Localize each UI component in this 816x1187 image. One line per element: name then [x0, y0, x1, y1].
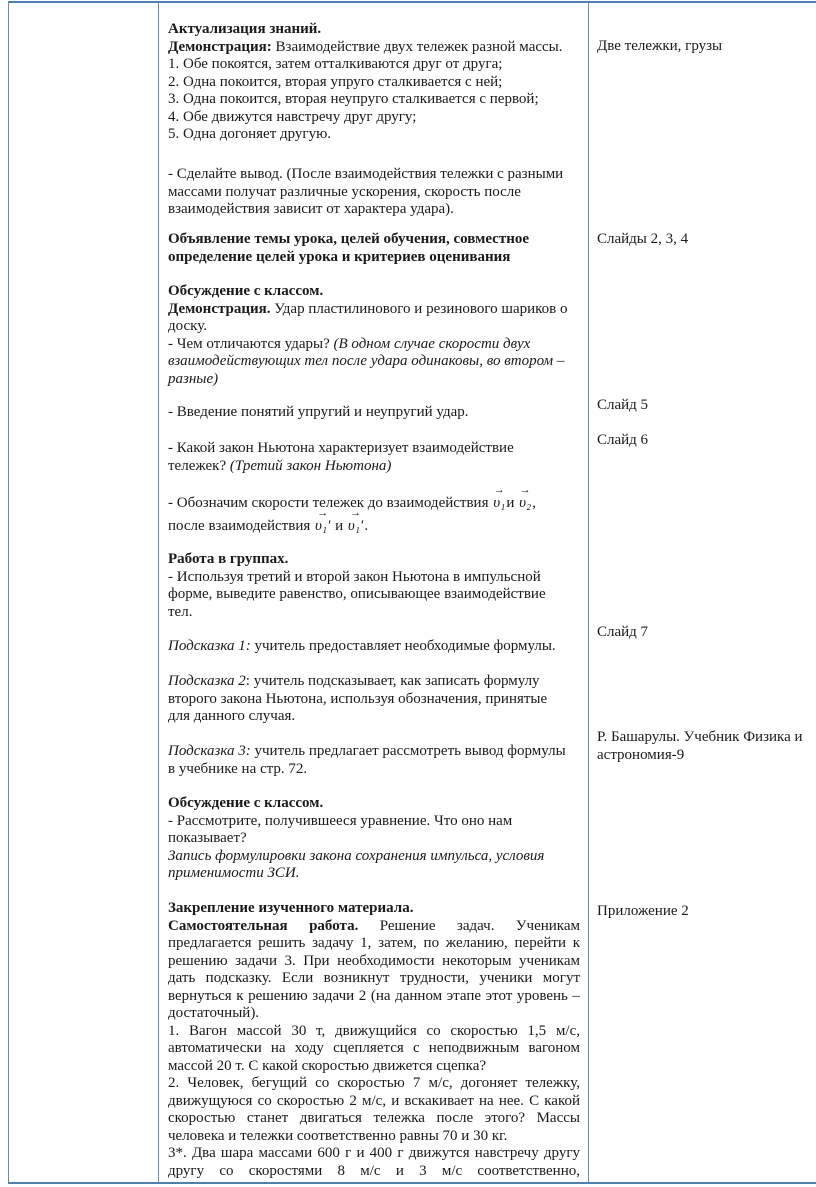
- stage-column: [9, 3, 157, 1182]
- text-line: [168, 900, 580, 918]
- text: - Рассмотрите, получившееся уравнение. Что оно нам: [168, 812, 513, 829]
- text-line: [168, 166, 580, 184]
- text-line: [168, 231, 580, 249]
- text: - Какой закон Ньютона характеризует взаимодействие: [168, 440, 514, 456]
- text-line: [168, 1128, 580, 1146]
- text-line: [168, 513, 580, 536]
- text-line: [168, 39, 580, 57]
- text: учитель предлагает рассмотреть вывод формулы: [250, 743, 566, 759]
- text: человека и тележки соответственно равны 70 и 30 кг.: [168, 1127, 508, 1144]
- resource-line: Слайд 6: [597, 432, 649, 448]
- bold-text: Обсуждение с классом.: [168, 795, 324, 811]
- bold-text: Демонстрация.: [168, 300, 275, 317]
- column-divider-2: [588, 2, 589, 1183]
- text-line: [168, 353, 580, 371]
- text-block: [168, 231, 580, 266]
- text-line: [168, 569, 580, 587]
- text: доску.: [168, 318, 207, 334]
- text-line: [168, 970, 580, 988]
- resource-line: Две тележки, грузы: [597, 38, 723, 54]
- resource-item: [597, 397, 816, 415]
- text-line: [168, 1163, 580, 1181]
- italic-text: разные): [168, 370, 219, 387]
- text-line: [168, 404, 580, 422]
- text: массами получат различные ускорения, скорость после: [168, 183, 521, 200]
- text-line: [168, 109, 580, 127]
- text-line: [168, 1040, 580, 1058]
- bold-text: определение целей урока и критериев оценивания: [168, 248, 511, 265]
- text: - Чем отличаются удары?: [168, 335, 334, 352]
- text: предлагается решить задачу 1, затем, по желанию, перейти к: [168, 935, 580, 951]
- text: решению задачи 3. При необходимости некоторым ученикам: [168, 952, 580, 969]
- text-block: [168, 166, 580, 219]
- text-block: [168, 900, 580, 1180]
- text: 4. Обе движутся навстречу друг другу;: [168, 108, 417, 125]
- text-block: [168, 21, 580, 144]
- text: 1. Вагон массой 30 т, движущийся со скоростью 1,5 м/с,: [168, 1022, 580, 1039]
- text-line: [168, 988, 580, 1006]
- velocity-vector-symbol: → υ₁′: [348, 513, 363, 539]
- bold-text: Объявление темы урока, целей обучения, совместное: [168, 231, 530, 247]
- text-line: [168, 638, 580, 656]
- text: скоростью станет двигаться тележка после этого? Массы: [168, 1110, 580, 1126]
- italic-text: Подсказка 3:: [168, 743, 251, 759]
- text-line: [168, 708, 580, 726]
- column-divider-1: [158, 2, 159, 1183]
- text: учитель предоставляет необходимые формулы.: [250, 638, 556, 654]
- text: массой 20 т. С какой скоростью движется сцепка?: [168, 1057, 487, 1074]
- text-line: [168, 1075, 580, 1093]
- text-line: [168, 848, 580, 866]
- text: Удар пластилинового и резинового шариков о: [274, 300, 568, 317]
- text: тележек?: [168, 457, 230, 474]
- text-line: [168, 953, 580, 971]
- italic-text: применимости ЗСИ.: [168, 865, 300, 881]
- text-block: [168, 551, 580, 621]
- text: 5. Одна догоняет другую.: [168, 126, 332, 142]
- bold-text: Самостоятельная работа.: [168, 917, 359, 934]
- text-line: [168, 440, 580, 458]
- text: в учебнике на стр. 72.: [168, 760, 308, 777]
- bold-text: Работа в группах.: [168, 551, 289, 567]
- resource-item: [597, 38, 816, 56]
- text: 2. Человек, бегущий со скоростью 7 м/с, догоняет тележку,: [168, 1075, 580, 1091]
- text-block: [168, 490, 580, 536]
- text: и: [506, 495, 519, 511]
- text-block: [168, 404, 580, 422]
- bold-text: Обсуждение с классом.: [168, 283, 324, 299]
- text-line: [168, 336, 580, 354]
- text: другу со скоростями 8 м/с и 3 м/с соответственно,: [168, 1162, 580, 1179]
- text-line: [168, 21, 580, 39]
- text: : учитель подсказывает, как записать формулу: [245, 673, 540, 689]
- text-line: [168, 1023, 580, 1041]
- text: .: [364, 518, 369, 534]
- text-line: [168, 1110, 580, 1128]
- lesson-activity-column: [168, 0, 580, 1180]
- text: ,: [532, 495, 536, 511]
- text: дать подсказку. Если возникнут трудности, ученики могут: [168, 970, 580, 986]
- table-bottom-border: [8, 1182, 816, 1184]
- resource-item: [597, 903, 816, 921]
- velocity-vector-symbol: → υ₂: [519, 490, 531, 516]
- text: - Обозначим скорости тележек до взаимодействия: [168, 495, 493, 511]
- text: и: [331, 518, 347, 534]
- text-line: [168, 318, 580, 336]
- text: автоматически на ходу сцепляется с неподвижным вагоном: [168, 1040, 580, 1056]
- text-line: [168, 795, 580, 813]
- text-line: [168, 74, 580, 92]
- text-line: [168, 371, 580, 389]
- text-block: [168, 673, 580, 726]
- italic-text: Запись формулировки закона сохранения импульса, условия: [168, 847, 545, 864]
- text: Решение задач. Ученикам: [358, 917, 580, 934]
- text-line: [168, 184, 580, 202]
- resource-line: Р. Башарулы. Учебник Физика и: [597, 729, 803, 745]
- text-line: [168, 490, 580, 513]
- text-line: [168, 673, 580, 691]
- text-line: [168, 935, 580, 953]
- text-line: [168, 813, 580, 831]
- text-line: [168, 830, 580, 848]
- text-line: [168, 201, 580, 219]
- resource-item: [597, 432, 816, 450]
- text-line: [168, 56, 580, 74]
- text: вернуться к решению задачи 2 (на данном этапе этот уровень –: [168, 987, 580, 1004]
- text-block: [168, 638, 580, 656]
- text-line: [168, 283, 580, 301]
- resource-line: Приложение 2: [597, 903, 689, 919]
- text: форме, выведите равенство, описывающее взаимодействие: [168, 586, 546, 602]
- text-line: [168, 1145, 580, 1163]
- text: - Используя третий и второй закон Ньютона в импульсной: [168, 568, 541, 585]
- italic-text: (В одном случае скорости двух: [333, 335, 531, 352]
- text: тел.: [168, 603, 193, 620]
- text-line: [168, 586, 580, 604]
- resource-item: [597, 231, 816, 249]
- text-line: [168, 91, 580, 109]
- bold-text: Актуализация знаний.: [168, 21, 322, 37]
- bold-text: Демонстрация:: [168, 38, 276, 55]
- text-block: [168, 440, 580, 475]
- text-line: [168, 458, 580, 476]
- text: 1. Обе покоятся, затем отталкиваются друг от друга;: [168, 56, 503, 72]
- text: 2. Одна покоится, вторая упруго сталкивается с ней;: [168, 73, 503, 90]
- bold-text: Закрепление изученного материала.: [168, 900, 414, 916]
- text-line: [168, 761, 580, 779]
- velocity-vector-symbol: → υ₁′: [315, 513, 330, 539]
- text-line: [168, 301, 580, 319]
- text: показывает?: [168, 830, 247, 846]
- text-line: [168, 743, 580, 761]
- text-line: [168, 126, 580, 144]
- text-line: [168, 1093, 580, 1111]
- text: после взаимодействия: [168, 518, 314, 534]
- italic-text: взаимодействующих тел после удара одинаковы, во втором –: [168, 353, 565, 369]
- text: второго закона Ньютона, используя обозначения, принятые: [168, 690, 548, 707]
- text-block: [168, 283, 580, 388]
- text-line: [168, 1058, 580, 1076]
- text: 3. Одна покоится, вторая неупруго сталкивается с первой;: [168, 91, 539, 107]
- resource-line: Слайды 2, 3, 4: [597, 231, 689, 247]
- text-block: [168, 795, 580, 883]
- text: 3*. Два шара массами 600 г и 400 г движутся навстречу другу: [168, 1145, 580, 1161]
- text: достаточный).: [168, 1005, 260, 1021]
- text-line: [168, 604, 580, 622]
- text: движущуюся со скоростью 2 м/с, и вскакивает на нее. С какой: [168, 1092, 580, 1109]
- text-line: [168, 691, 580, 709]
- text: для данного случая.: [168, 708, 296, 724]
- text-block: [168, 743, 580, 778]
- resource-line: астрономия-9: [597, 746, 685, 763]
- text-line: [168, 249, 580, 267]
- velocity-vector-symbol: → υ₁: [493, 490, 505, 516]
- resource-item: [597, 729, 816, 764]
- text: взаимодействия зависит от характера удара).: [168, 201, 454, 217]
- text: - Введение понятий упругий и неупругий удар.: [168, 404, 469, 420]
- italic-text: Подсказка 1:: [168, 638, 251, 654]
- resources-column: [597, 0, 816, 1180]
- text: - Сделайте вывод. (После взаимодействия тележки с разными: [168, 166, 564, 182]
- text-line: [168, 865, 580, 883]
- text-line: [168, 918, 580, 936]
- text: Взаимодействие двух тележек разной массы.: [275, 38, 563, 55]
- resource-line: Слайд 5: [597, 397, 649, 413]
- text-line: [168, 551, 580, 569]
- italic-text: Подсказка 2: [168, 673, 246, 689]
- resource-line: Слайд 7: [597, 624, 649, 640]
- resource-item: [597, 624, 816, 642]
- italic-text: (Третий закон Ньютона): [229, 457, 392, 474]
- text-line: [168, 1005, 580, 1023]
